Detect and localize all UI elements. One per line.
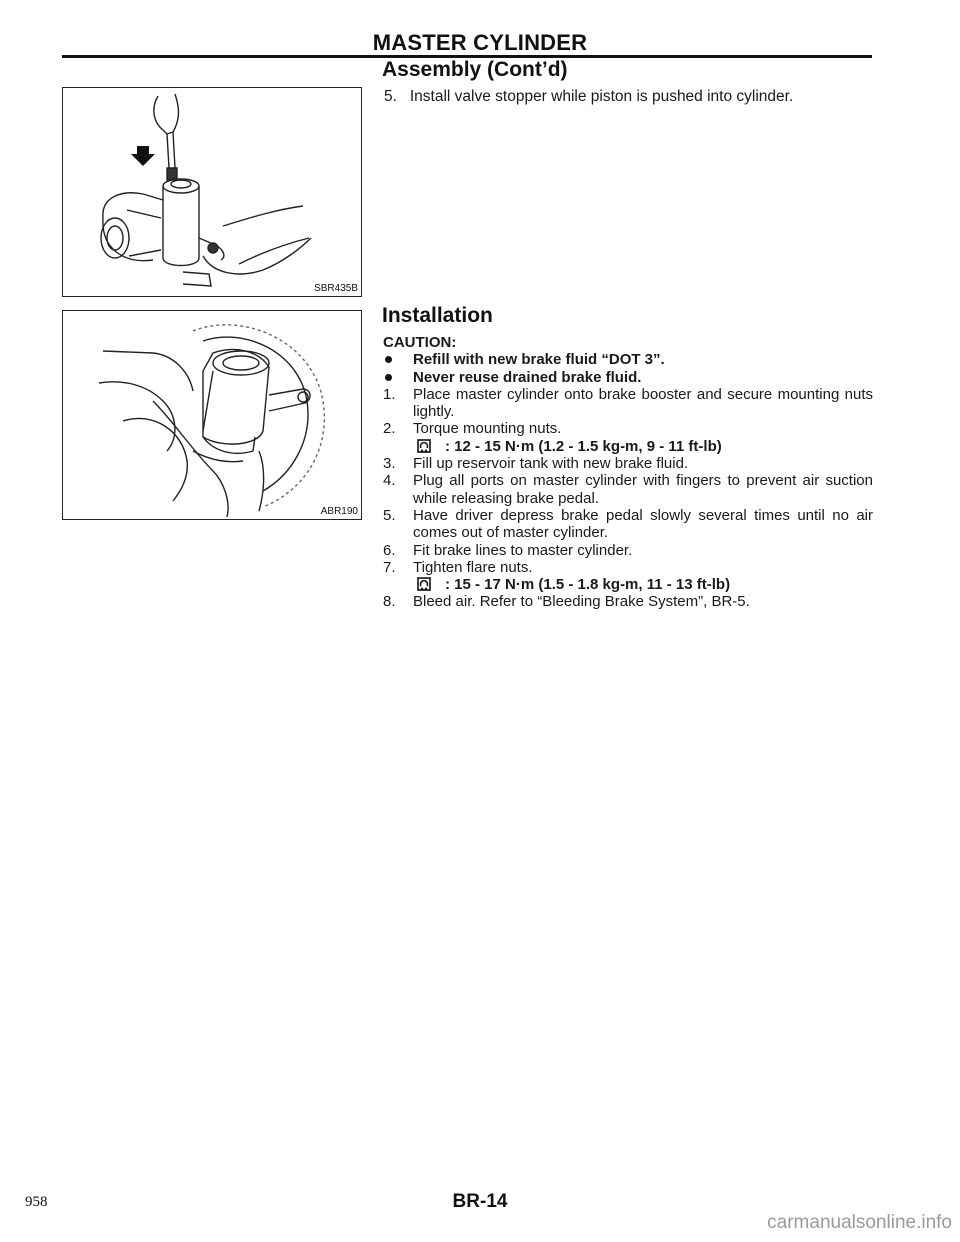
install-step-1: 1. Place master cylinder onto brake booster and secure mounting nuts lightly. [383, 385, 873, 421]
figure-label: SBR435B [314, 283, 358, 294]
caution-item: Refill with new brake fluid “DOT 3”. [383, 351, 873, 368]
bullet-icon [385, 356, 392, 363]
arrow-down-icon [131, 146, 155, 166]
installation-heading: Installation [382, 304, 493, 327]
figure-label: ABR190 [320, 506, 358, 517]
install-step-8: 8. Bleed air. Refer to “Bleeding Brake System”, BR-5. [383, 593, 750, 611]
page-code: BR-14 [452, 1191, 508, 1212]
valve-stopper-illustration [63, 88, 361, 296]
torque-spec-1: : 12 - 15 N·m (1.2 - 1.5 kg-m, 9 - 11 ft-lb) [383, 438, 873, 455]
step-number: 5. [384, 88, 397, 105]
caution-label: CAUTION: [383, 334, 457, 351]
torque-spec-2: : 15 - 17 N·m (1.5 - 1.8 kg-m, 11 - 13 ft-lb) [383, 576, 873, 593]
torque-wrench-icon [417, 577, 431, 591]
figure-valve-stopper [62, 87, 362, 297]
install-step-7: 7. Tighten flare nuts. [383, 558, 533, 576]
page-number: 958 [25, 1194, 48, 1210]
figure-master-cylinder-install [62, 310, 362, 520]
section-subtitle: Assembly (Cont’d) [382, 58, 568, 81]
assembly-step-5 [384, 88, 793, 106]
installation-body [383, 334, 873, 611]
install-step-5: 5. Have driver depress brake pedal slowly several times until no air comes out of master cylinder. [383, 506, 873, 542]
install-step-6: 6. Fit brake lines to master cylinder. [383, 541, 633, 559]
master-cylinder-illustration [63, 311, 361, 519]
install-step-2: 2. Torque mounting nuts. [383, 420, 562, 438]
install-step-4: 4. Plug all ports on master cylinder with fingers to prevent air suction while releasing brake pedal. [383, 472, 873, 507]
watermark: carmanualsonline.info [767, 1212, 952, 1233]
bullet-icon [385, 374, 392, 381]
torque-wrench-icon [417, 439, 431, 453]
caution-item: Never reuse drained brake fluid. [383, 369, 873, 386]
install-step-3: 3. Fill up reservoir tank with new brake fluid. [383, 455, 689, 473]
step-text: Install valve stopper while piston is pushed into cylinder. [409, 88, 794, 105]
page-title: MASTER CYLINDER [372, 30, 588, 55]
